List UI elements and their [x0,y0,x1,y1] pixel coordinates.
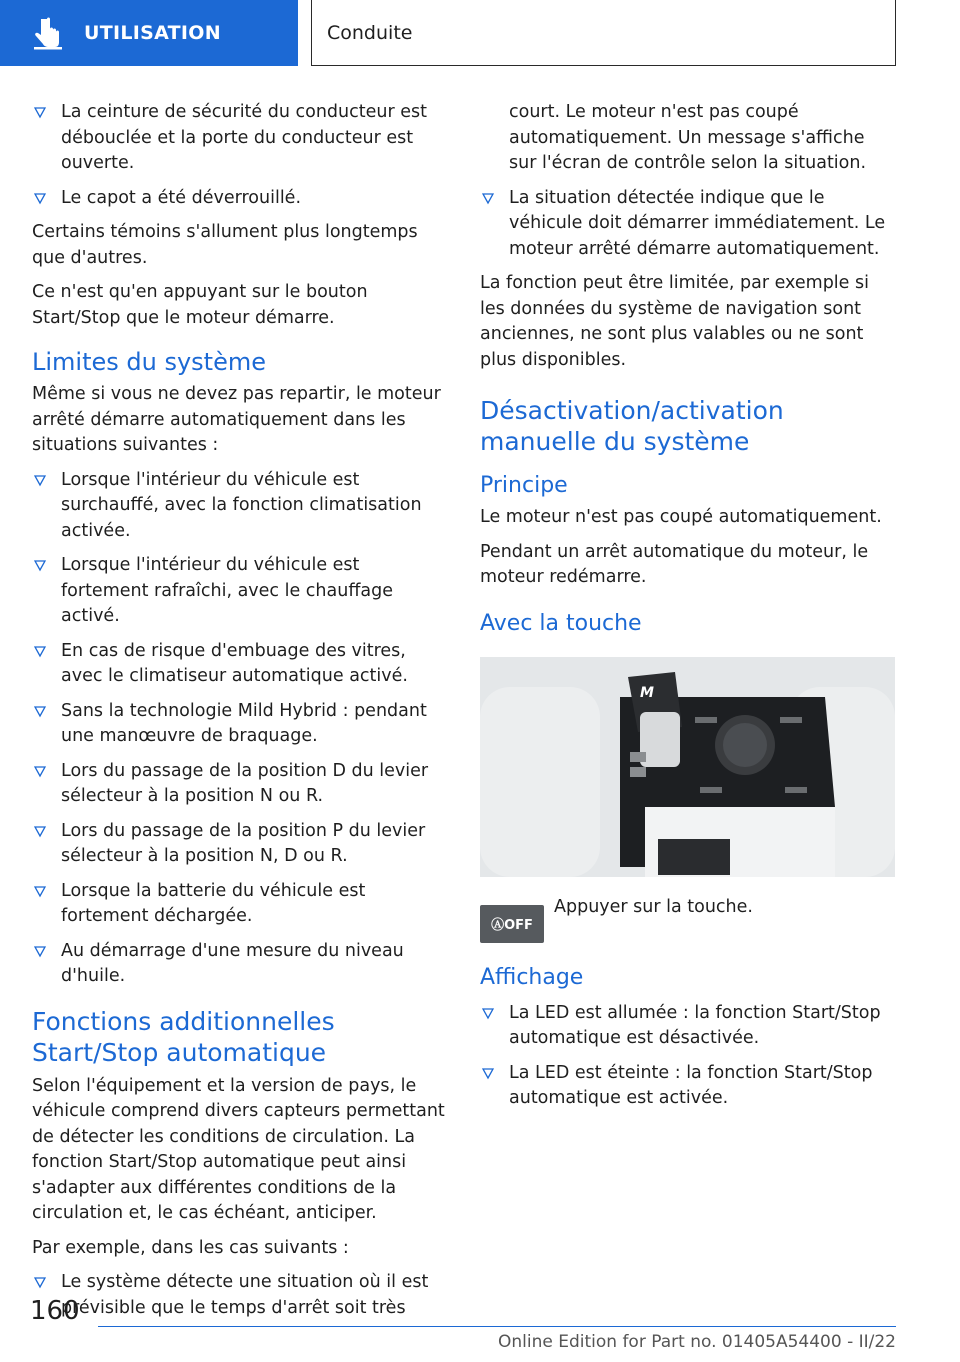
list-item [480,186,895,263]
footer-edition: Online Edition for Part no. 01405A54400 - II/22 [497,1332,896,1352]
right-column [480,100,895,1121]
photo-logo: M [640,684,654,701]
list-item-text: Lors du passage de la position D du levier sélecteur à la position N ou R. [61,760,429,806]
bullet-triangle-icon [34,946,46,958]
list-item-continuation: court. Le moteur n'est pas coupé automatiquement. Un message s'affiche sur l'écran de contrôle selon la situation. [509,102,867,173]
bullet-triangle-icon [482,193,494,205]
left-column [32,100,447,1330]
page-number: 160 [30,1296,80,1326]
bullet-triangle-icon [34,766,46,778]
list-item-text: La LED est éteinte : la fonction Start/Stop automatique est activée. [509,1062,873,1108]
list-item [32,819,447,870]
list-item [32,759,447,810]
list-item-text: Sans la technologie Mild Hybrid : pendant une manœuvre de braquage. [61,700,427,746]
list-item [32,639,447,690]
paragraph: Pendant un arrêt automatique du moteur, le moteur redémarre. [480,541,869,587]
list-item [480,1001,895,1052]
list-item [32,100,447,177]
bullet-triangle-icon [34,646,46,658]
footer-divider [98,1326,896,1327]
list-item [32,553,447,630]
list-item-text: Le système détecte une situation où il est prévisible que le temps d'arrêt soit très [61,1272,429,1318]
bullet-triangle-icon [34,826,46,838]
bullet-triangle-icon [34,560,46,572]
topic-box [311,0,896,66]
center-console-photo [480,657,895,877]
paragraph: Ce n'est qu'en appuyant sur le bouton Start/Stop que le moteur démarre. [32,282,368,328]
list-item-text: La ceinture de sécurité du conducteur est débouclée et la porte du conducteur est ouverte. [61,102,427,173]
section-tab [0,0,298,66]
list-item [32,186,447,212]
subsection-heading: Affichage [480,964,584,990]
bullet-triangle-icon [482,1068,494,1080]
bullet-triangle-icon [34,886,46,898]
list-item-text: Lorsque l'intérieur du véhicule est surchauffé, avec la fonction climatisation activée. [61,469,422,541]
instruction-text: Appuyer sur la touche. [554,896,753,917]
subsection-heading: Avec la touche [480,610,642,636]
paragraph: La fonction peut être limitée, par exemple si les données du système de navigation sont anciennes, ne sont plus valables ou ne sont plus disponibles. [480,273,869,370]
bullet-triangle-icon [34,107,46,119]
bullet-triangle-icon [34,193,46,205]
list-item [480,1061,895,1112]
list-item [32,699,447,750]
button-label: ⒶOFF [491,918,533,933]
list-item-text: Lors du passage de la position P du levier sélecteur à la position N, D ou R. [61,820,426,866]
bullet-triangle-icon [34,706,46,718]
paragraph: Même si vous ne devez pas repartir, le moteur arrêté démarre automatiquement dans les situations suivantes : [32,384,441,455]
list-item-text: Le capot a été déverrouillé. [61,187,302,208]
list-item-text: La LED est allumée : la fonction Start/Stop automatique est désactivée. [509,1002,881,1048]
list-item [32,1270,447,1321]
subsection-heading: Principe [480,473,568,498]
pointing-hand-icon [30,13,70,53]
bullet-triangle-icon [34,475,46,487]
list-item [32,939,447,990]
auto-start-stop-off-icon [480,905,544,943]
paragraph: Le moteur n'est pas coupé automatiquement. [480,507,882,527]
paragraph: Par exemple, dans les cas suivants : [32,1237,349,1258]
section-heading: Fonctions additionnelles Start/Stop automatique [32,1006,335,1067]
list-item-text: Au démarrage d'une mesure du niveau d'huile. [61,940,404,986]
section-heading: Limites du système [32,348,266,376]
section-title: UTILISATION [84,22,221,44]
list-item-text: Lorsque l'intérieur du véhicule est fortement rafraîchi, avec le chauffage activé. [61,555,393,626]
topic-title: Conduite [327,21,413,44]
list-item-text: En cas de risque d'embuage des vitres, avec le climatiseur automatique activé. [61,640,408,686]
list-item [32,879,447,930]
list-item-text: Lorsque la batterie du véhicule est fortement déchargée. [61,880,366,926]
paragraph: Certains témoins s'allument plus longtemps que d'autres. [32,222,418,268]
bullet-triangle-icon [34,1277,46,1289]
paragraph: Selon l'équipement et la version de pays, le véhicule comprend divers capteurs permettant de détecter les conditions de circulation. La fonction Start/Stop automatique peut ainsi s'adapter aux différentes conditions de la circulation et, le cas échéant, anticiper. [32,1075,445,1223]
section-heading: Désactivation/activation manuelle du système [480,396,784,456]
button-instruction-row [480,895,895,943]
gear-selector-illustration [480,657,895,877]
list-item [32,468,447,545]
list-item-text: La situation détectée indique que le véhicule doit démarrer immédiatement. Le moteur arrêté démarre automatiquement. [509,187,886,259]
bullet-triangle-icon [482,1008,494,1020]
